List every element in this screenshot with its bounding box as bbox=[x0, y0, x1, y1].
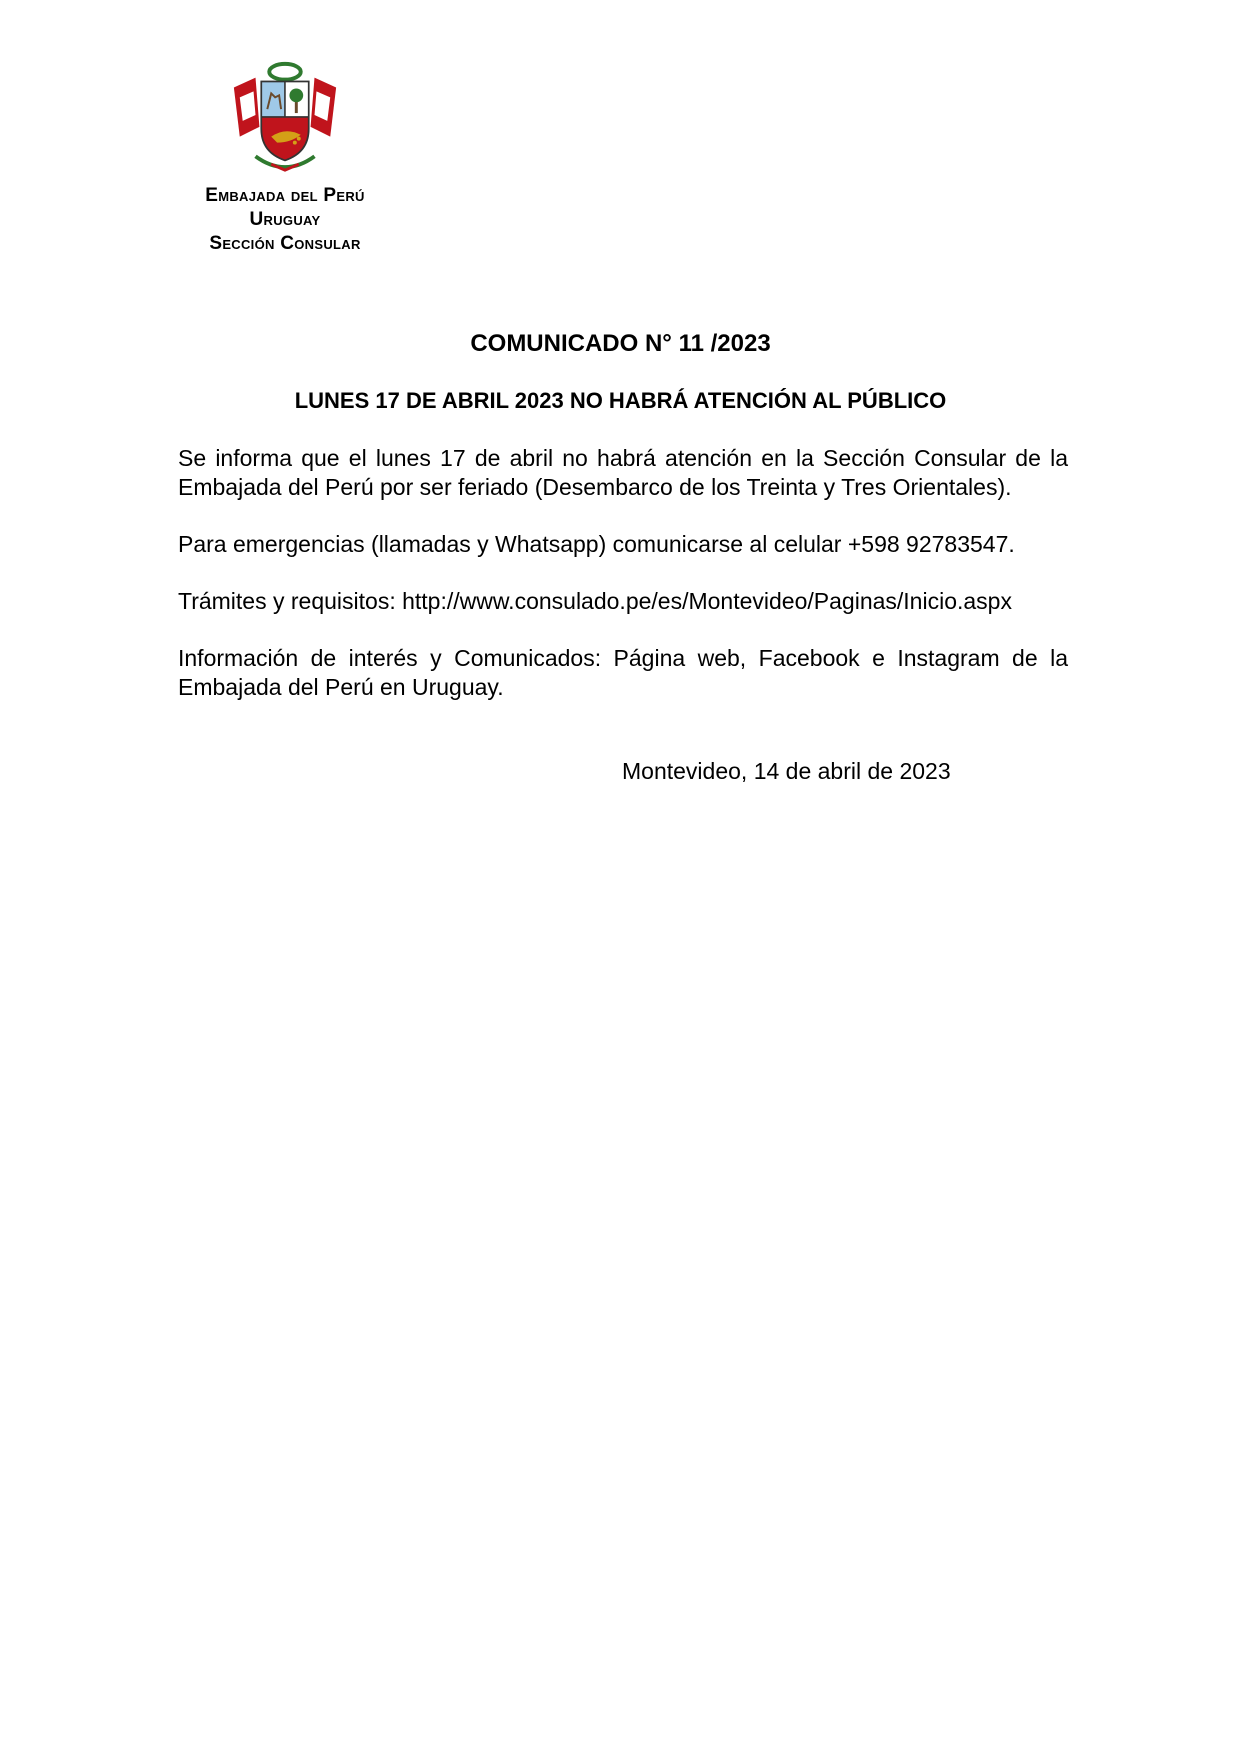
org-name: Embajada del Perú bbox=[205, 185, 365, 206]
letterhead bbox=[165, 58, 405, 256]
org-country: Uruguay bbox=[249, 209, 321, 230]
paragraph-announcement: Se informa que el lunes 17 de abril no habrá atención en la Sección Consular de la Embajada del Perú por ser feriado (Desembarco de los Treinta y Tres Orientales). bbox=[178, 445, 1068, 500]
org-section: Sección Consular bbox=[209, 233, 361, 254]
place-date: Montevideo, 14 de abril de 2023 bbox=[622, 758, 951, 784]
document-title: COMUNICADO N° 11 /2023 bbox=[470, 330, 771, 357]
paragraph-emergencies: Para emergencias (llamadas y Whatsapp) comunicarse al celular +598 92783547. bbox=[178, 531, 1015, 557]
paragraph-information: Información de interés y Comunicados: Página web, Facebook e Instagram de la Embajada del Perú en Uruguay. bbox=[178, 645, 1068, 700]
peru-coat-of-arms-icon bbox=[226, 58, 344, 176]
document-subtitle: LUNES 17 DE ABRIL 2023 NO HABRÁ ATENCIÓN AL PÚBLICO bbox=[294, 388, 947, 413]
document-body bbox=[178, 444, 1068, 730]
paragraph-procedures: Trámites y requisitos: http://www.consulado.pe/es/Montevideo/Paginas/Inicio.aspx bbox=[178, 588, 1012, 614]
